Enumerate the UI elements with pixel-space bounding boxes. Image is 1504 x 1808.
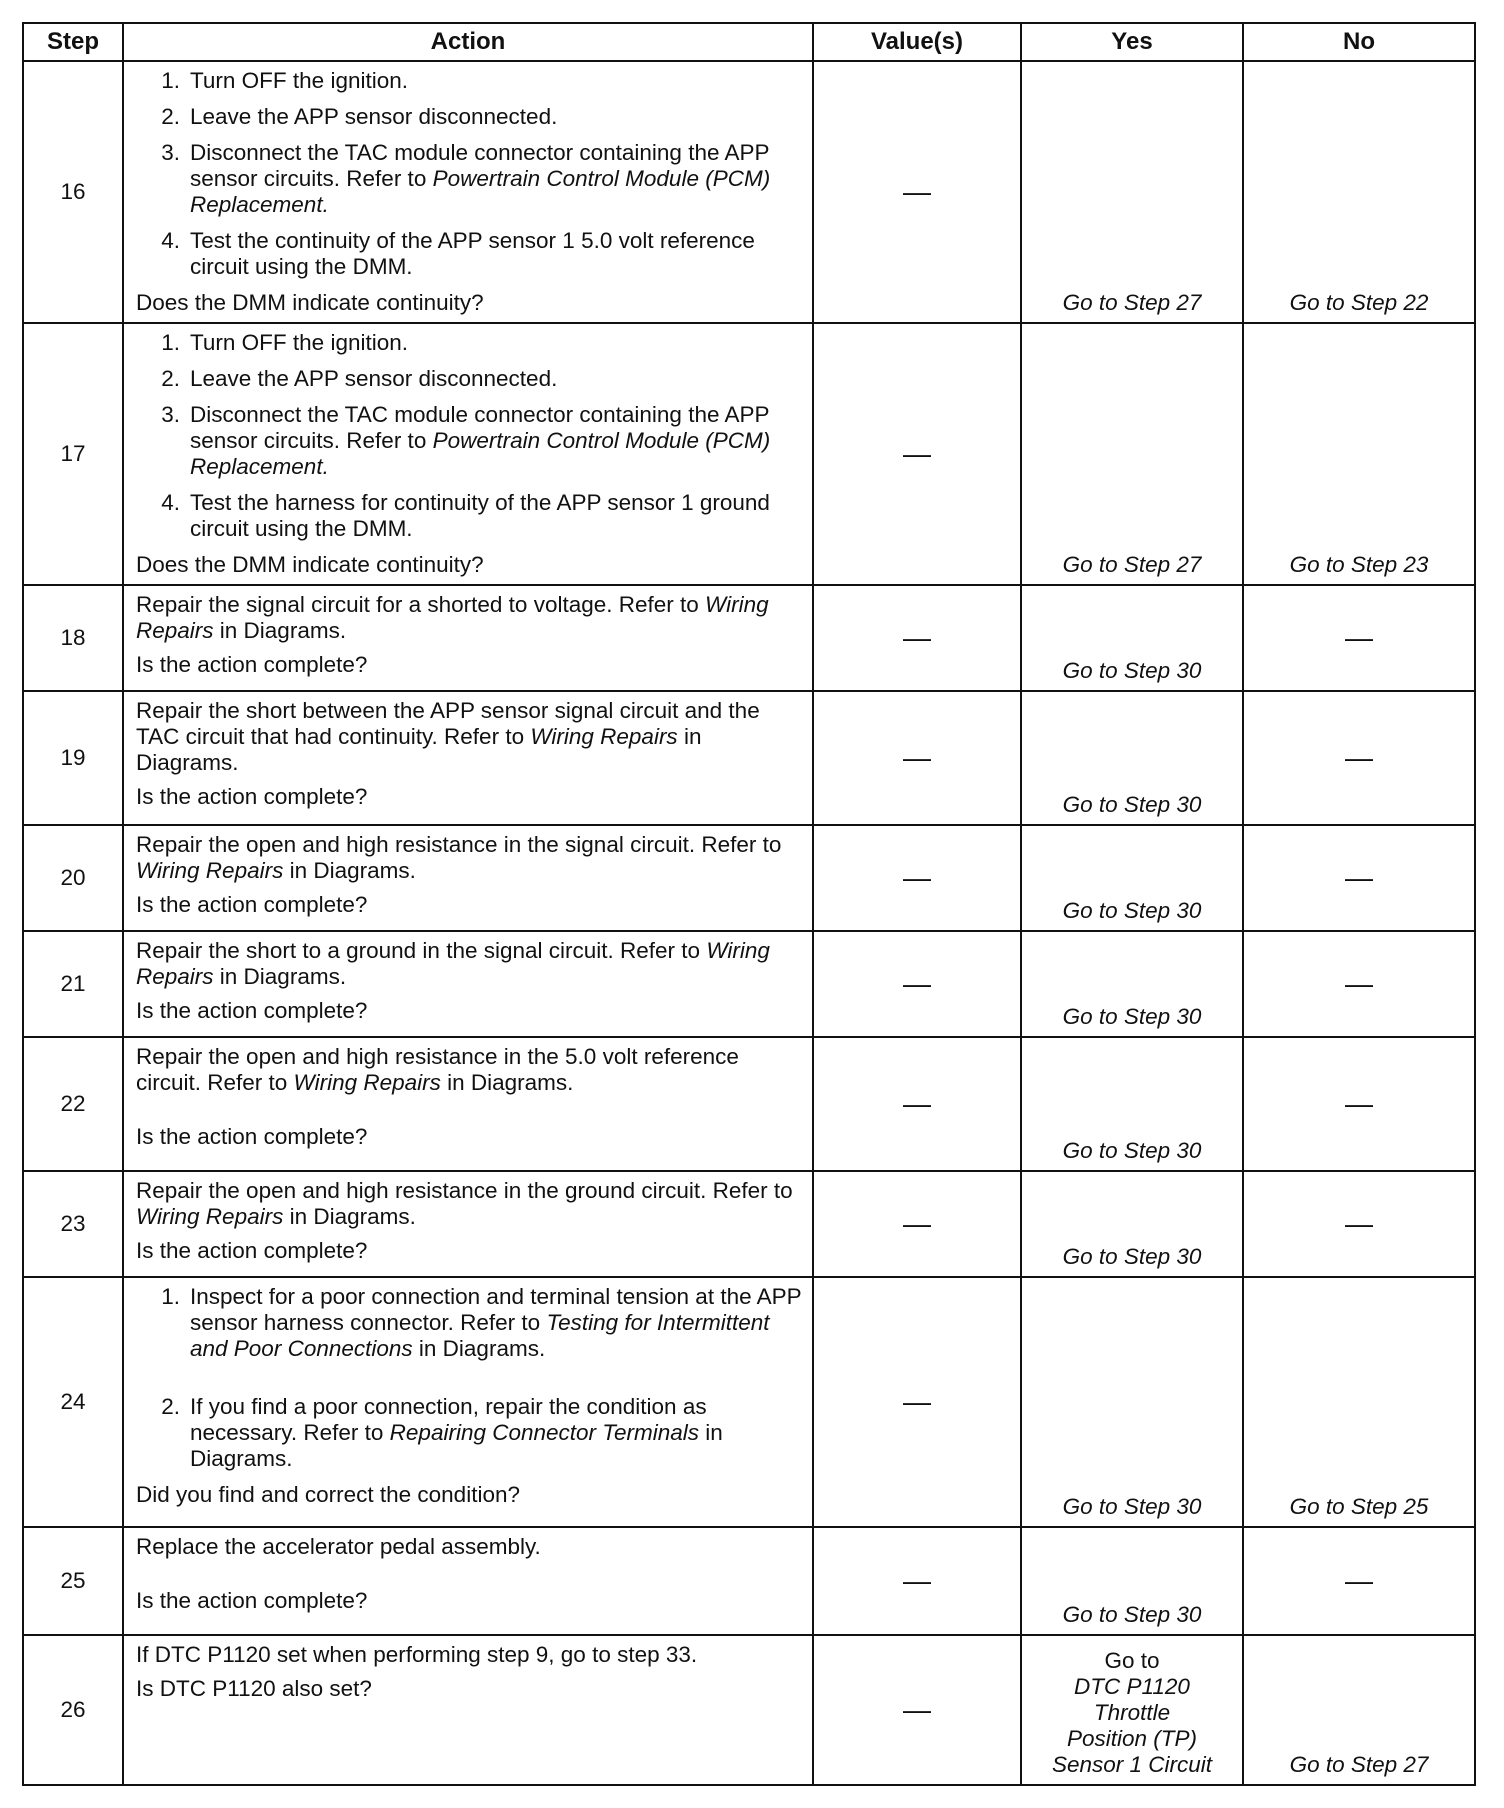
list-item: 4. Test the harness for continuity of the APP sensor 1 ground circuit using the DMM. — [161, 490, 770, 541]
reference-link: Powertrain Control Module (PCM) Replacement. — [190, 428, 771, 479]
question: Is the action complete? — [136, 892, 368, 917]
value-cell: — — [813, 323, 1021, 585]
reference-link: Powertrain Control Module (PCM) Replacement. — [190, 166, 771, 217]
step-number: 24 — [23, 1277, 123, 1527]
no-cell: — — [1243, 1037, 1475, 1171]
action-cell: Repair the open and high resistance in the 5.0 volt reference circuit. Refer to Wiring Repairs in Diagrams. Is the action complete? — [123, 1037, 813, 1171]
table-row — [23, 691, 1475, 825]
table-row — [23, 585, 1475, 691]
question: Is DTC P1120 also set? — [136, 1676, 372, 1701]
action-cell: Repair the short to a ground in the signal circuit. Refer to Wiring Repairs in Diagrams. Is the action complete? — [123, 931, 813, 1037]
step-number: 17 — [23, 323, 123, 585]
header-no: No — [1243, 23, 1475, 61]
step-number: 20 — [23, 825, 123, 931]
yes-cell: Go to DTC P1120 Throttle Position (TP) Sensor 1 Circuit — [1021, 1635, 1243, 1785]
table-row — [23, 825, 1475, 931]
table-row — [23, 1527, 1475, 1635]
value-cell: — — [813, 1277, 1021, 1527]
yes-cell: Go to Step 30 — [1021, 691, 1243, 825]
yes-cell: Go to Step 30 — [1021, 1277, 1243, 1527]
reference-link: Wiring Repairs — [136, 592, 769, 643]
action-cell: Repair the short between the APP sensor signal circuit and the TAC circuit that had continuity. Refer to Wiring Repairs in Diagrams. Is the action complete? — [123, 691, 813, 825]
reference-link: Repairing Connector Terminals — [389, 1420, 699, 1445]
no-cell: — — [1243, 825, 1475, 931]
header-row — [23, 23, 1475, 61]
list-item: 1. Inspect for a poor connection and terminal tension at the APP sensor harness connector. Refer to Testing for Intermittent and Poor Connections in Diagrams. — [161, 1284, 802, 1361]
step-number: 19 — [23, 691, 123, 825]
question: Did you find and correct the condition? — [136, 1482, 520, 1507]
step-number: 18 — [23, 585, 123, 691]
step-number: 23 — [23, 1171, 123, 1277]
no-cell: — — [1243, 691, 1475, 825]
header-yes: Yes — [1021, 23, 1243, 61]
no-cell: — — [1243, 1527, 1475, 1635]
step-number: 22 — [23, 1037, 123, 1171]
action-cell: Repair the open and high resistance in the ground circuit. Refer to Wiring Repairs in Diagrams. Is the action complete? — [123, 1171, 813, 1277]
action-cell: Repair the open and high resistance in the signal circuit. Refer to Wiring Repairs in Diagrams. Is the action complete? — [123, 825, 813, 931]
reference-link: Testing for Intermittent and Poor Connections — [190, 1310, 770, 1361]
table-row — [23, 323, 1475, 585]
value-cell: — — [813, 825, 1021, 931]
value-cell: — — [813, 585, 1021, 691]
list-item: 2. If you find a poor connection, repair the condition as necessary. Refer to Repairing Connector Terminals in Diagrams. — [161, 1394, 723, 1471]
table-row — [23, 1171, 1475, 1277]
list-item: 3. Disconnect the TAC module connector containing the APP sensor circuits. Refer to Powertrain Control Module (PCM) Replacement. — [161, 140, 771, 217]
no-cell: — — [1243, 931, 1475, 1037]
yes-cell: Go to Step 30 — [1021, 585, 1243, 691]
reference-link: Wiring Repairs — [136, 858, 284, 883]
action-cell: Replace the accelerator pedal assembly. Is the action complete? — [123, 1527, 813, 1635]
yes-cell: Go to Step 30 — [1021, 825, 1243, 931]
value-cell: — — [813, 931, 1021, 1037]
step-number: 26 — [23, 1635, 123, 1785]
table-row — [23, 61, 1475, 323]
yes-cell: Go to Step 27 — [1021, 61, 1243, 323]
action-cell: Repair the signal circuit for a shorted to voltage. Refer to Wiring Repairs in Diagrams. Is the action complete? — [123, 585, 813, 691]
yes-cell: Go to Step 30 — [1021, 1527, 1243, 1635]
list-item: 3. Disconnect the TAC module connector containing the APP sensor circuits. Refer to Powertrain Control Module (PCM) Replacement. — [161, 402, 771, 479]
question: Is the action complete? — [136, 784, 368, 809]
action-cell — [123, 323, 813, 585]
table-row — [23, 931, 1475, 1037]
step-number: 25 — [23, 1527, 123, 1635]
no-cell: Go to Step 27 — [1243, 1635, 1475, 1785]
question: Is the action complete? — [136, 998, 368, 1023]
table-row — [23, 1277, 1475, 1527]
value-cell: — — [813, 1635, 1021, 1785]
no-cell: Go to Step 22 — [1243, 61, 1475, 323]
reference-link: Wiring Repairs — [136, 938, 770, 989]
reference-link: Wiring Repairs — [530, 724, 678, 749]
yes-cell: Go to Step 30 — [1021, 1037, 1243, 1171]
action-cell — [123, 1277, 813, 1527]
no-cell: — — [1243, 1171, 1475, 1277]
value-cell: — — [813, 61, 1021, 323]
list-item: 2. Leave the APP sensor disconnected. — [161, 104, 558, 129]
yes-cell: Go to Step 27 — [1021, 323, 1243, 585]
header-action: Action — [123, 23, 813, 61]
list-item: 4. Test the continuity of the APP sensor 1 5.0 volt reference circuit using the DMM. — [161, 228, 755, 279]
list-item: 1. Turn OFF the ignition. — [161, 330, 409, 355]
no-cell: Go to Step 23 — [1243, 323, 1475, 585]
no-cell: — — [1243, 585, 1475, 691]
reference-link: Wiring Repairs — [293, 1070, 441, 1095]
table-row — [23, 1635, 1475, 1785]
action-cell — [123, 61, 813, 323]
step-number: 16 — [23, 61, 123, 323]
yes-cell: Go to Step 30 — [1021, 1171, 1243, 1277]
action-cell: If DTC P1120 set when performing step 9, go to step 33. Is DTC P1120 also set? — [123, 1635, 813, 1785]
diagnostic-table — [22, 22, 1476, 1786]
yes-cell: Go to Step 30 — [1021, 931, 1243, 1037]
list-item: 1. Turn OFF the ignition. — [161, 68, 409, 93]
question: Is the action complete? — [136, 1238, 368, 1263]
reference-link: Wiring Repairs — [136, 1204, 284, 1229]
step-number: 21 — [23, 931, 123, 1037]
question: Is the action complete? — [136, 1588, 368, 1613]
header-values: Value(s) — [813, 23, 1021, 61]
table-row — [23, 1037, 1475, 1171]
value-cell: — — [813, 1527, 1021, 1635]
question: Is the action complete? — [136, 1124, 368, 1149]
question: Does the DMM indicate continuity? — [136, 552, 484, 577]
question: Does the DMM indicate continuity? — [136, 290, 484, 315]
value-cell: — — [813, 691, 1021, 825]
value-cell: — — [813, 1171, 1021, 1277]
header-step: Step — [23, 23, 123, 61]
question: Is the action complete? — [136, 652, 368, 677]
list-item: 2. Leave the APP sensor disconnected. — [161, 366, 558, 391]
no-cell: Go to Step 25 — [1243, 1277, 1475, 1527]
value-cell: — — [813, 1037, 1021, 1171]
